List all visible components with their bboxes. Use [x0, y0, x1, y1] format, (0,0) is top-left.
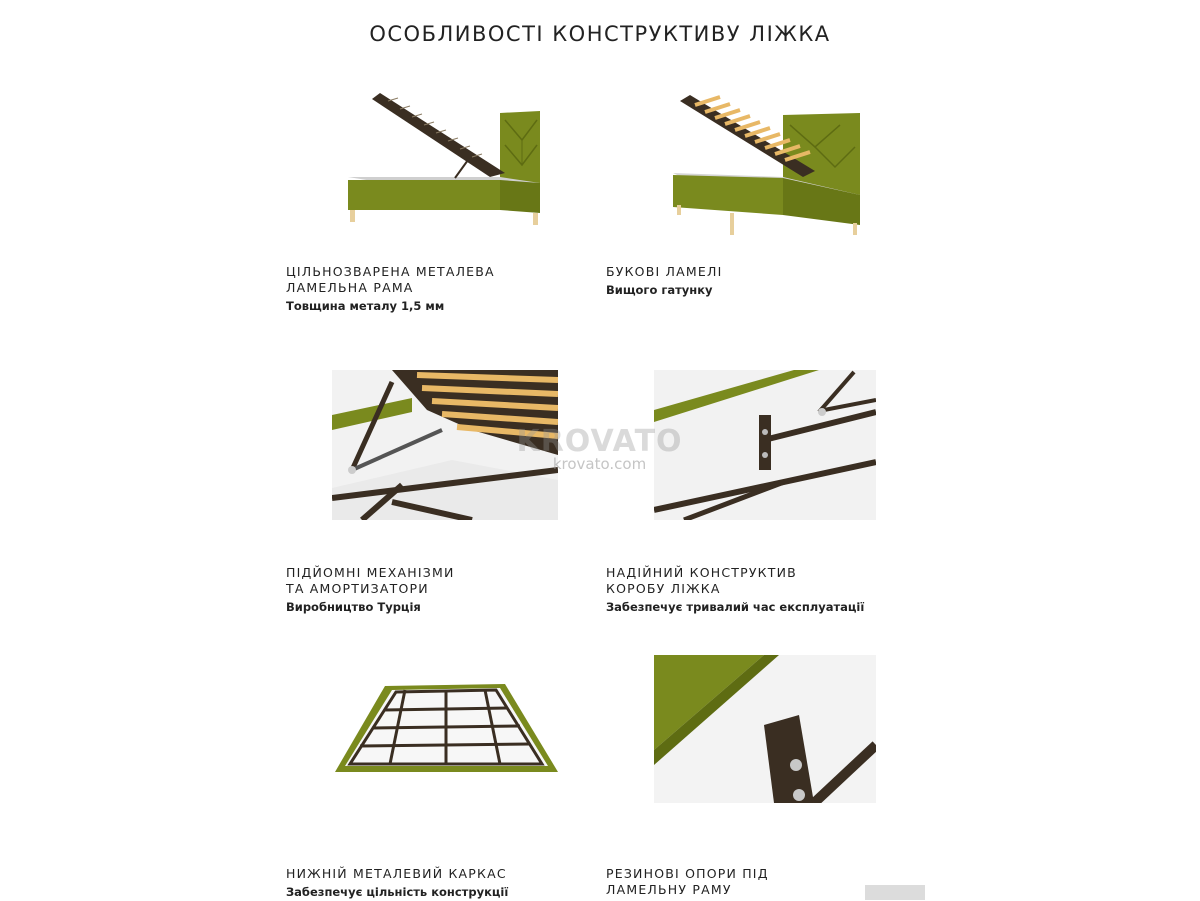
feature-title-line1: НАДІЙНИЙ КОНСТРУКТИВ [606, 565, 797, 580]
feature-title-line1: ЦІЛЬНОЗВАРЕНА МЕТАЛЕВА [286, 264, 495, 279]
corner-tab [865, 885, 925, 900]
feature-title-line2: КОРОБУ ЛІЖКА [606, 581, 721, 596]
feature-subtitle: Вищого гатунку [606, 283, 713, 297]
feature-title-line1: БУКОВІ ЛАМЕЛІ [606, 264, 723, 279]
feature-caption [286, 565, 586, 616]
rubber-supports-image [654, 655, 876, 803]
feature-caption [286, 866, 586, 901]
feature-subtitle: Забезпечує цільність конструкції [286, 885, 509, 899]
feature-title-line1: РЕЗИНОВІ ОПОРИ ПІД [606, 866, 769, 881]
feature-caption [606, 866, 906, 898]
feature-title-line1: НИЖНІЙ МЕТАЛЕВИЙ КАРКАС [286, 866, 507, 881]
feature-title-line2: ЛАМЕЛЬНУ РАМУ [606, 882, 732, 897]
feature-subtitle: Виробництво Турція [286, 600, 421, 614]
feature-caption [606, 264, 906, 299]
bed-lifted-frame-image [340, 85, 555, 230]
watermark-url: krovato.com [552, 455, 647, 473]
box-construction-image [654, 370, 876, 520]
feature-title-line1: ПІДЙОМНІ МЕХАНІЗМИ [286, 565, 455, 580]
feature-caption [286, 264, 586, 315]
krovato-watermark [512, 424, 687, 473]
lower-metal-frame-image [330, 680, 560, 780]
page-title: ОСОБЛИВОСТІ КОНСТРУКТИВУ ЛІЖКА [369, 22, 831, 46]
feature-subtitle: Забезпечує тривалий час експлуатації [606, 600, 865, 614]
feature-title-line2: ТА АМОРТИЗАТОРИ [286, 581, 429, 596]
feature-title-line2: ЛАМЕЛЬНА РАМА [286, 280, 414, 295]
feature-caption [606, 565, 906, 616]
watermark-logo: KROVATO [516, 424, 683, 459]
feature-subtitle: Товщина металу 1,5 мм [286, 299, 445, 313]
bed-beech-slats-image [665, 85, 865, 240]
